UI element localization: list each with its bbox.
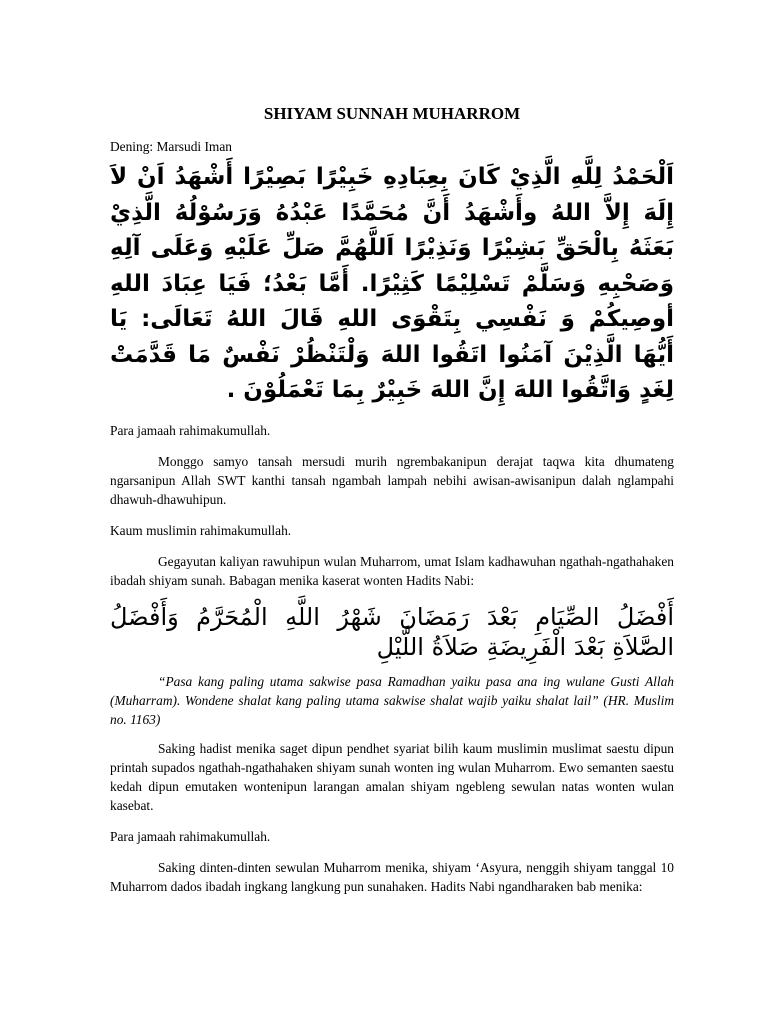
document-body (110, 104, 674, 908)
author-line: Dening: Marsudi Iman (110, 139, 232, 154)
paragraph-1: Monggo samyo tansah mersudi murih ngrembakanipun derajat taqwa kita dhumateng ngarsanipun Allah SWT kanthi tansah ngambah lampah nebihi awisan-awisanipun dalah nglampahi dhawuh-dhawuhipun. (110, 453, 674, 507)
greeting-2: Kaum muslimin rahimakumullah. (110, 522, 292, 538)
document-title: SHIYAM SUNNAH MUHARROM (263, 104, 521, 123)
paragraph-4: Saking dinten-dinten sewulan Muharrom menika, shiyam ‘Asyura, nenggih shiyam tanggal 10 Muharrom dados ibadah ingkang langkung pun sunahaken. Hadits Nabi ngandharaken bab menika: (110, 859, 674, 894)
arabic-opening-text: اَلْحَمْدُ لِلَّهِ الَّذِيْ كَانَ بِعِبَادِهِ خَبِيْرًا بَصِيْرًا أَشْهَدُ اَنْ لاَ إِلَهَ إِلاَّ اللهُ وأَشْهَدُ أَنَّ مُحَمَّدًا عَبْدُهُ وَرَسُوْلُهُ الَّذِيْ بَعَثَهُ بِالْحَقِّ بَشِيْرًا وَنَذِيْرًا اَللَّهُمَّ صَلِّ عَلَيْهِ وَعَلَى آلِهِ وَصَحْبِهِ وَسَلَّمْ تَسْلِيْمًا كَثِيْرًا. أَمَّا بَعْدُ؛ فَيَا عِبَادَ اللهِ أوصِيكُمْ وَ نَفْسِي بِتَقْوَى اللهِ قَالَ اللهُ تَعَالَى: يَا أَيُّهَا الَّذِيْنَ آمَنُوا اتَقُوا اللهَ وَلْتَنْظُرْ نَفْسٌ مَا قَدَّمَتْ لِغَدٍ وَاتَّقُوا اللهَ إِنَّ اللهَ خَبِيْرٌ بِمَا تَعْمَلُوْنَ . (110, 164, 674, 403)
hadith-translation: “Pasa kang paling utama sakwise pasa Ramadhan yaiku pasa ana ing wulane Gusti Allah (Muharram). Wondene shalat kang paling utama sakwise shalat wajib yaiku shalat lail” (HR. Muslim no. 1163) (110, 673, 674, 727)
greeting-3: Para jamaah rahimakumullah. (110, 828, 271, 844)
greeting-1: Para jamaah rahimakumullah. (110, 422, 271, 438)
paragraph-3: Saking hadist menika saget dipun pendhet syariat bilih kaum muslimin muslimat saestu dipun printah supados ngathah-ngathahaken shiyam sunah wonten ing wulan Muharrom. Ewo semanten saestu kedah dipun emutaken wontenipun larangan amalan shiyam ngebleng sewulan natas wonten wulan kasebat. (110, 740, 674, 813)
arabic-hadith-text: أَفْضَلُ الصِّيَامِ بَعْدَ رَمَضَانَ شَهْرُ اللَّهِ الْمُحَرَّمُ وَأَفْضَلُ الصَّلاَةِ بَعْدَ الْفَرِيضَةِ صَلاَةُ اللَّيْلِ (110, 602, 674, 661)
paragraph-2: Gegayutan kaliyan rawuhipun wulan Muharrom, umat Islam kadhawuhan ngathah-ngathahaken ibadah shiyam sunah. Babagan menika kaserat wonten Hadits Nabi: (110, 553, 674, 588)
